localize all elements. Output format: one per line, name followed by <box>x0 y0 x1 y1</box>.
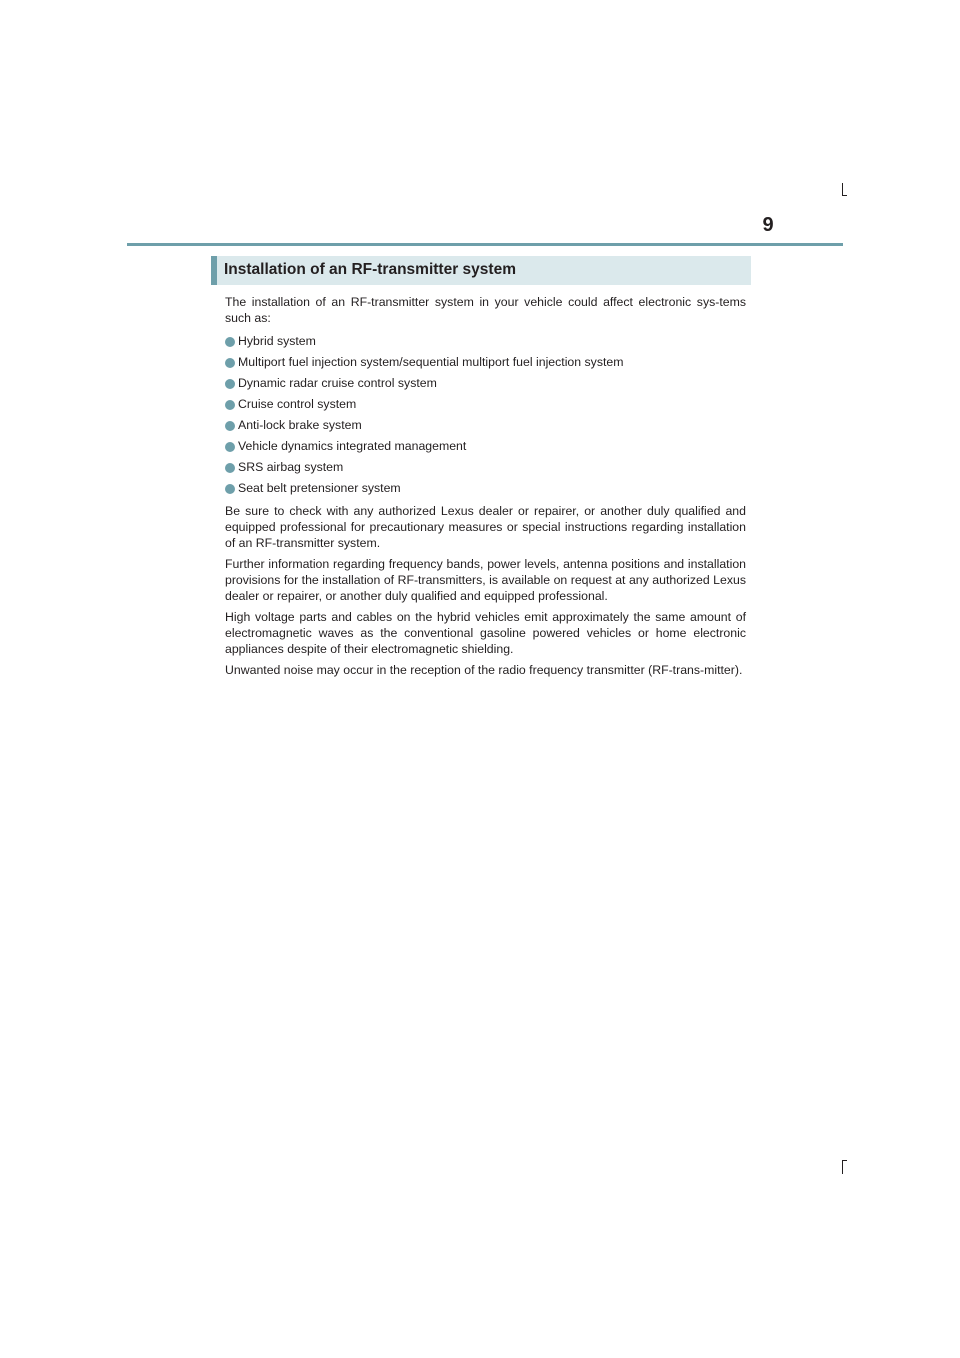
bullet-dot-icon <box>225 484 235 494</box>
list-item <box>225 415 746 436</box>
list-item <box>225 457 746 478</box>
list-item-label: Vehicle dynamics integrated management <box>238 439 467 453</box>
list-item <box>225 394 746 415</box>
list-item-label: SRS airbag system <box>238 460 344 474</box>
header-rule <box>127 243 843 246</box>
noise-paragraph: Unwanted noise may occur in the reception of the radio frequency transmitter (RF-trans-mitter). <box>225 663 743 677</box>
list-item-label: Anti-lock brake system <box>238 418 362 432</box>
bullet-dot-icon <box>225 379 235 389</box>
bullet-dot-icon <box>225 463 235 473</box>
bullet-dot-icon <box>225 358 235 368</box>
affected-systems-list <box>225 331 746 499</box>
list-item-label: Dynamic radar cruise control system <box>238 376 437 390</box>
bullet-dot-icon <box>225 400 235 410</box>
further-info-paragraph: Further information regarding frequency bands, power levels, antenna positions and installation provisions for the installation of RF-transmitters, is available on request at any authorized Lexus dealer or repairer, or another duly qualified and equipped professional. <box>225 557 746 603</box>
crop-mark-bottom <box>842 1160 843 1174</box>
crop-mark-top-tick <box>842 195 847 196</box>
section-accent-bar <box>211 256 217 285</box>
section-body <box>225 294 746 683</box>
crop-mark-bottom-tick <box>842 1160 847 1161</box>
page-number: 9 <box>762 214 774 236</box>
section-title: Installation of an RF-transmitter system <box>224 261 516 278</box>
dealer-check-paragraph: Be sure to check with any authorized Lexus dealer or repairer, or another duly qualified and equipped professional for precautionary measures or special instructions regarding installation of an RF-transmitter system. <box>225 504 746 550</box>
list-item-label: Multiport fuel injection system/sequential multiport fuel injection system <box>238 355 624 369</box>
list-item-label: Hybrid system <box>238 334 316 348</box>
bullet-dot-icon <box>225 421 235 431</box>
list-item <box>225 436 746 457</box>
list-item <box>225 373 746 394</box>
high-voltage-paragraph: High voltage parts and cables on the hybrid vehicles emit approximately the same amount of electromagnetic waves as the conventional gasoline powered vehicles or home electronic appliances despite of their electromagnetic shielding. <box>225 610 746 656</box>
bullet-dot-icon <box>225 442 235 452</box>
section-header <box>211 256 751 285</box>
list-item-label: Cruise control system <box>238 397 357 411</box>
list-item <box>225 478 746 499</box>
bullet-dot-icon <box>225 337 235 347</box>
list-item <box>225 352 746 373</box>
list-item <box>225 331 746 352</box>
intro-paragraph: The installation of an RF-transmitter system in your vehicle could affect electronic sys-tems such as: <box>225 295 746 325</box>
list-item-label: Seat belt pretensioner system <box>238 481 401 495</box>
